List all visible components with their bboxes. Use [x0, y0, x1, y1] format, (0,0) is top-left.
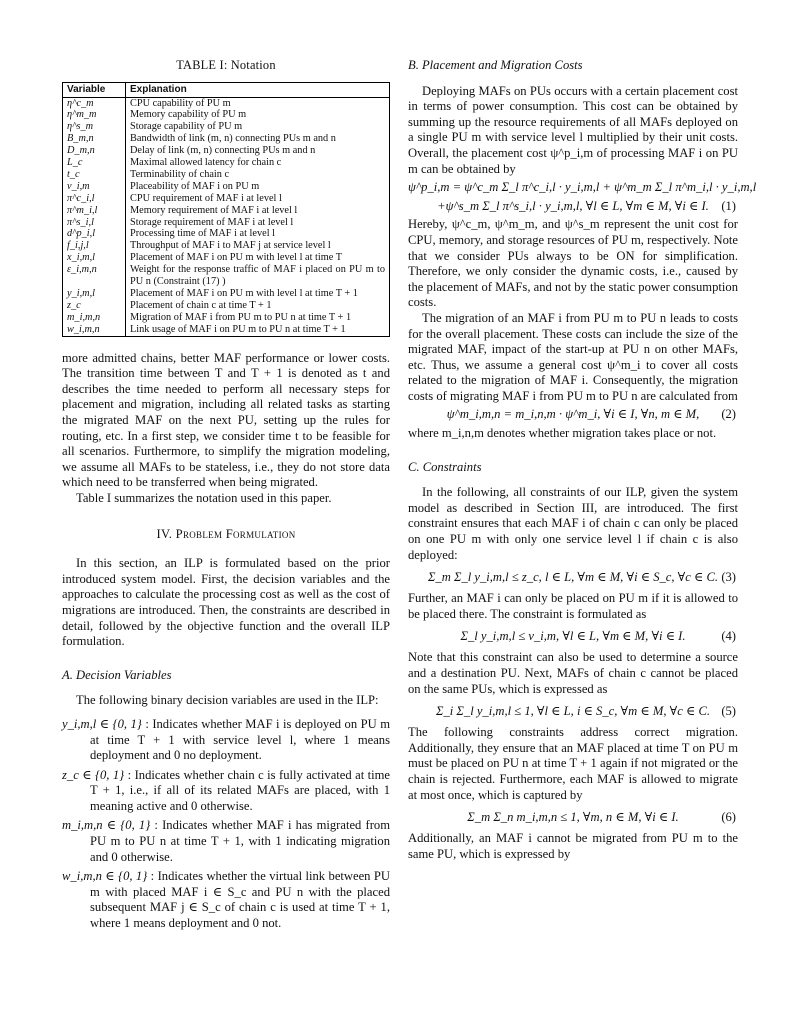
decision-variable-item: [62, 717, 390, 764]
table-row: [63, 228, 390, 240]
right-paragraph-2: Hereby, ψ^c_m, ψ^m_m, and ψ^s_m represent the unit cost for CPU, memory, and storage resources of PU m, respectively. Note that we consider PUs always to be ON for simplification. Therefore, we only consider the dynamic costs, i.e., caused by the placement of MAFs, and not by the static power consumption costs.: [408, 217, 738, 310]
left-paragraph-1: more admitted chains, better MAF performance or lower costs. The transition time between T and T + 1 is denoted as t and describes the time needed to perform all necessary steps for placement and migration, including all related tasks as starting the migrated MAF on the next PU, setting up the rules for routing, etc. In a first step, we consider time t to be feasible for all scenarios. Furthermore, to simplify the migration modeling, we assume all MAFs to be stateless, i.e., they do not store data which need to be transferred when being migrated.: [62, 350, 390, 490]
table-cell-explanation: Memory capability of PU m: [126, 109, 390, 121]
table-row: [63, 240, 390, 252]
table-cell-explanation: Placement of MAF i on PU m with level l at time T + 1: [126, 288, 390, 300]
right-paragraph-5: In the following, all constraints of our ILP, given the system model as described in Section III, are introduced. The first constraint ensures that each MAF i of chain c can only be placed on one PU m with only one service level l if chain c is also deployed:: [408, 485, 738, 562]
equation-2-number: (2): [721, 407, 736, 422]
table-cell-variable: z_c: [63, 300, 126, 312]
table-cell-explanation: Storage requirement of MAF i at level l: [126, 217, 390, 229]
table-row: [63, 145, 390, 157]
table-cell-explanation: CPU capability of PU m: [126, 97, 390, 109]
right-paragraph-3: The migration of an MAF i from PU m to PU n leads to costs for the overall placement. These costs can include the size of the migrated MAF, impact of the start-up at PU n on other MAFs, etc. Thus, we assume a general cost ψ^m_i to cover all costs related to the migration of MAF i. Consequently, the migration costs of migrating MAF i from PU m to PU n are calculated from: [408, 310, 738, 403]
table-cell-variable: η^c_m: [63, 97, 126, 109]
table-cell-explanation: Maximal allowed latency for chain c: [126, 157, 390, 169]
table-cell-variable: B_m,n: [63, 133, 126, 145]
equation-5-number: (5): [721, 704, 736, 719]
table-cell-explanation: Placement of chain c at time T + 1: [126, 300, 390, 312]
equation-3-number: (3): [721, 570, 736, 585]
table-cell-variable: ε_i,m,n: [63, 264, 126, 288]
table-row: [63, 133, 390, 145]
equation-1-line-1: ψ^p_i,m = ψ^c_m Σ_l π^c_i,l · y_i,m,l + ψ^m_m Σ_l π^m_i,l · y_i,m,l: [408, 180, 757, 195]
table-cell-variable: d^p_i,l: [63, 228, 126, 240]
table-row: [63, 264, 390, 288]
equation-2: ψ^m_i,m,n = m_i,n,m · ψ^m_i, ∀i ∈ I, ∀n, m ∈ M, (2): [446, 407, 736, 422]
table-cell-variable: L_c: [63, 157, 126, 169]
table-row: [63, 300, 390, 312]
right-paragraph-6: Further, an MAF i can only be placed on PU m if it is allowed to be placed there. The constraint is formulated as: [408, 591, 738, 621]
table-cell-explanation: CPU requirement of MAF i at level l: [126, 193, 390, 205]
decision-variable-symbol: m_i,m,n ∈ {0, 1}: [62, 818, 151, 833]
equation-3: Σ_m Σ_l y_i,m,l ≤ z_c, l ∈ L, ∀m ∈ M, ∀i ∈ S_c, ∀c ∈ C. (3): [408, 566, 738, 588]
decision-variable-symbol: y_i,m,l ∈ {0, 1}: [62, 716, 142, 731]
decision-variable-item: [62, 818, 390, 865]
table-cell-explanation: Delay of link (m, n) connecting PUs m and n: [126, 145, 390, 157]
table-row: [63, 169, 390, 181]
subsection-heading-a: A. Decision Variables: [62, 667, 172, 682]
decision-variable-item: [62, 768, 390, 815]
equation-5: Σ_i Σ_l y_i,m,l ≤ 1, ∀l ∈ L, i ∈ S_c, ∀m ∈ M, ∀c ∈ C. (5): [408, 700, 738, 722]
table-row: [63, 121, 390, 133]
table-cell-variable: π^s_i,l: [63, 217, 126, 229]
table-cell-explanation: Weight for the response traffic of MAF i placed on PU m to PU n (Constraint (17) ): [126, 264, 390, 288]
right-paragraph-8: The following constraints address correct migration. Additionally, they ensure that an MAF placed at time T on PU m must be placed on PU n at time T + 1 again if not migrated or the chain is rejected. Furthermore, each MAF is allowed to migrate at most once, which is captured by: [408, 725, 738, 802]
table-cell-explanation: Processing time of MAF i at level l: [126, 228, 390, 240]
table-cell-variable: π^m_i,l: [63, 205, 126, 217]
table-caption: TABLE I: Notation: [176, 58, 276, 72]
subsection-heading-b: B. Placement and Migration Costs: [408, 58, 583, 72]
table-cell-explanation: Throughput of MAF i to MAF j at service level l: [126, 240, 390, 252]
table-cell-variable: f_i,j,l: [63, 240, 126, 252]
table-row: [63, 324, 390, 336]
table-row: [63, 97, 390, 109]
table-cell-explanation: Storage capability of PU m: [126, 121, 390, 133]
right-paragraph-7: Note that this constraint can also be used to determine a source and a destination PU. Next, MAFs of chain c cannot be placed on the same PUs, which is expressed as: [408, 650, 738, 696]
equation-6: Σ_m Σ_n m_i,m,n ≤ 1, ∀m, n ∈ M, ∀i ∈ I. (6): [408, 806, 738, 828]
table-cell-variable: y_i,m,l: [63, 288, 126, 300]
table-row: [63, 217, 390, 229]
table-row: [63, 109, 390, 121]
table-cell-variable: m_i,m,n: [63, 312, 126, 324]
left-column: [62, 58, 390, 936]
left-paragraph-2: Table I summarizes the notation used in this paper.: [76, 490, 332, 505]
equation-6-number: (6): [721, 810, 736, 825]
table-cell-variable: w_i,m,n: [63, 324, 126, 336]
left-paragraph-3: In this section, an ILP is formulated based on the prior introduced system model. First, the decision variables and the approaches to calculate the processing cost as well as the cost of migrations are introduced. Then, the constraints are described in detail, followed by the objective function and the overall ILP formulation.: [62, 556, 390, 649]
table-row: [63, 252, 390, 264]
table-cell-variable: x_i,m,l: [63, 252, 126, 264]
table-cell-variable: η^m_m: [63, 109, 126, 121]
right-column: [408, 58, 757, 862]
equation-1-line-2: +ψ^s_m Σ_l π^s_i,l · y_i,m,l, ∀l ∈ L, ∀m ∈ M, ∀i ∈ I. (1): [437, 198, 736, 213]
decision-variable-description: : Indicates whether the virtual link between PU m with placed MAF i ∈ S_c and PU n with the placed subsequent MAF j ∈ S_c of chain c is used at time T + 1, where 1 means deployment and 0 not.: [90, 869, 390, 931]
table-cell-explanation: Placeability of MAF i on PU m: [126, 181, 390, 193]
table-cell-explanation: Placement of MAF i on PU m with level l at time T: [126, 252, 390, 264]
decision-variable-list: [62, 717, 390, 932]
table-header-explanation: Explanation: [126, 82, 390, 97]
equation-4-number: (4): [721, 629, 736, 644]
table-cell-variable: D_m,n: [63, 145, 126, 157]
table-row: [63, 205, 390, 217]
table-cell-explanation: Bandwidth of link (m, n) connecting PUs m and n: [126, 133, 390, 145]
table-cell-explanation: Migration of MAF i from PU m to PU n at time T + 1: [126, 312, 390, 324]
decision-variable-item: [62, 869, 390, 931]
table-row: [63, 193, 390, 205]
right-paragraph-1: Deploying MAFs on PUs occurs with a certain placement cost in terms of power consumption. This cost can be obtained by summing up the resource requirements of all MAFs deployed on a single PU m with service level l multiplied by their unit costs. Overall, the placement cost ψ^p_i,m of processing MAF i on PU m can be obtained by: [408, 83, 738, 176]
equation-4: Σ_l y_i,m,l ≤ v_i,m, ∀l ∈ L, ∀m ∈ M, ∀i ∈ I. (4): [408, 625, 738, 647]
decision-variable-description: : Indicates whether chain c is fully activated at time T + 1, i.e., if all of its related MAFs are placed, with 1 meaning active and 0 otherwise.: [90, 767, 390, 813]
decision-variable-symbol: w_i,m,n ∈ {0, 1}: [62, 869, 148, 884]
table-row: [63, 288, 390, 300]
decision-variable-description: : Indicates whether MAF i has migrated from PU m to PU n at time T + 1, with 1 indicating migration and 0 otherwise.: [90, 818, 390, 864]
table-header-variable: Variable: [63, 82, 126, 97]
left-paragraph-4: The following binary decision variables are used in the ILP:: [76, 693, 379, 708]
table-cell-explanation: Link usage of MAF i on PU m to PU n at time T + 1: [126, 324, 390, 336]
table-cell-variable: π^c_i,l: [63, 193, 126, 205]
decision-variable-symbol: z_c ∈ {0, 1}: [62, 767, 125, 782]
notation-table: [62, 82, 390, 337]
table-body: [63, 97, 390, 336]
table-row: [63, 312, 390, 324]
right-paragraph-4: where m_i,n,m denotes whether migration takes place or not.: [408, 426, 717, 441]
table-cell-explanation: Terminability of chain c: [126, 169, 390, 181]
equation-1-number: (1): [721, 198, 736, 213]
table-header-row: [63, 82, 390, 97]
table-row: [63, 157, 390, 169]
table-cell-variable: v_i,m: [63, 181, 126, 193]
right-paragraph-9: Additionally, an MAF i cannot be migrated from PU m to the same PU, which is expressed by: [408, 831, 738, 861]
section-heading: IV. Problem Formulation: [156, 526, 296, 541]
table-row: [63, 181, 390, 193]
decision-variable-description: : Indicates whether MAF i is deployed on PU m at time T + 1 with service level l, where 1 means deployment and 0 no deployment.: [90, 716, 390, 763]
table-cell-variable: η^s_m: [63, 121, 126, 133]
table-cell-variable: t_c: [63, 169, 126, 181]
table-cell-explanation: Memory requirement of MAF i at level l: [126, 205, 390, 217]
subsection-heading-c: C. Constraints: [408, 459, 482, 474]
